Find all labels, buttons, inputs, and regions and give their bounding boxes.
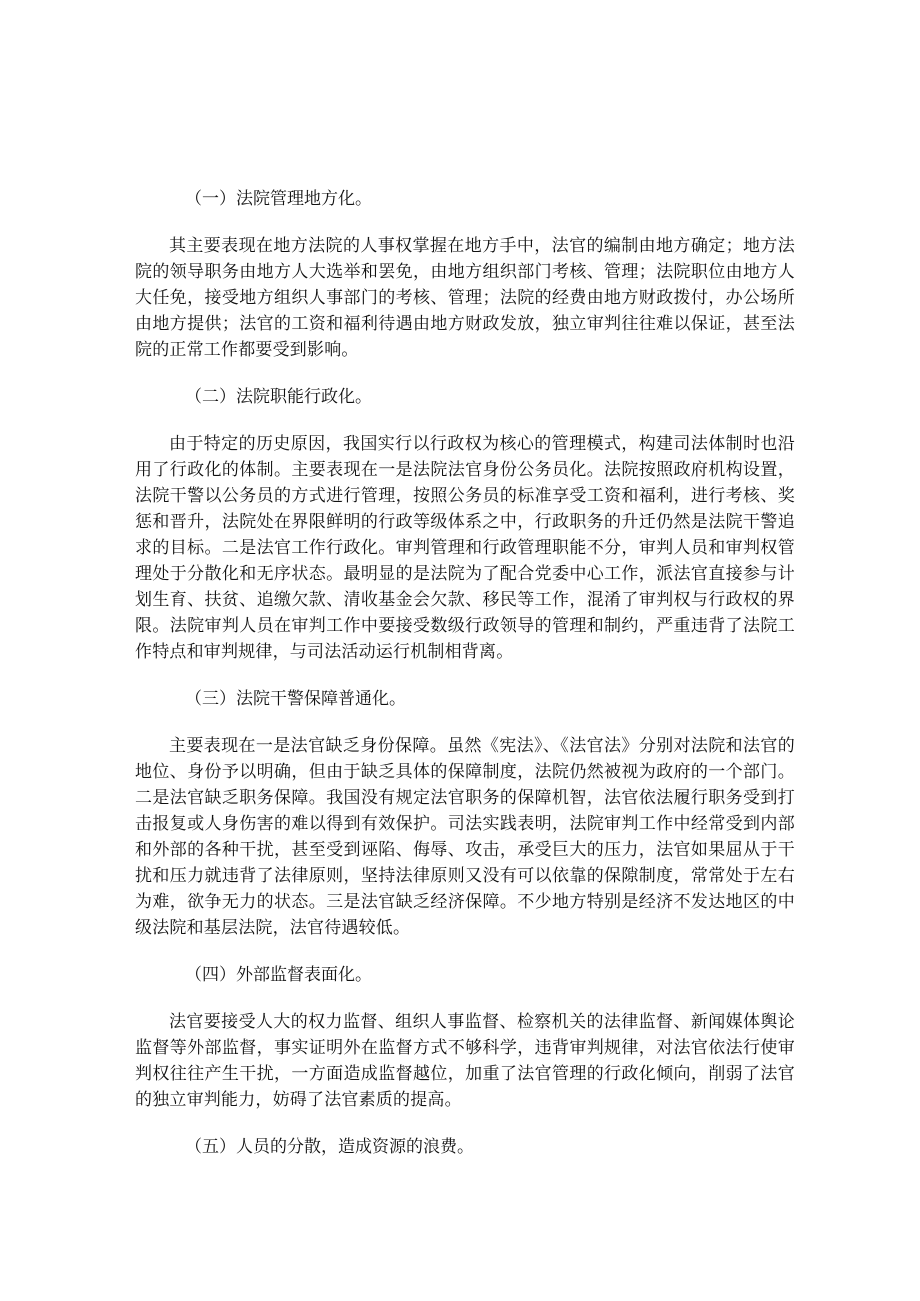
section-heading-1: （一）法院管理地方化。 [185,189,372,209]
section-body-1: 其主要表现在地方法院的人事权掌握在地方手中，法官的编制由地方确定；地方法院的领导职务由地方人大选举和罢免，由地方组织部门考核、管理；法院职位由地方人大任免，接受地方组织人事部门的考核、管理；法院的经费由地方财政拨付，办公场所由地方提供；法官的工资和福利待遇由地方财政发放，独立审判往往难以保证，甚至法院的正常工作都要受到影响。 [135,236,795,360]
section-body-3: 主要表现在一是法官缺乏身份保障。虽然《宪法》、《法官法》分别对法院和法官的地位、身份予以明确，但由于缺乏具体的保障制度，法院仍然被视为政府的一个部门。二是法官缺乏职务保障。我国没有规定法官职务的保障机智，法官依法履行职务受到打击报复或人身伤害的难以得到有效保护。司法实践表明，法院审判工作中经常受到内部和外部的各种干扰，甚至受到诬陷、侮辱、攻击，承受巨大的压力，法官如果屈从于干扰和压力就违背了法律原则，坚持法律原则又没有可以依靠的保隙制度，常常处于左右为难，欲争无力的状态。三是法官缺乏经济保障。不少地方特别是经济不发达地区的中级法院和基层法院，法官待遇较低。 [135,736,795,938]
document-page [135,186,795,1160]
section-heading-4: （四）外部监督表面化。 [185,965,372,985]
section-body-2: 由于特定的历史原因，我国实行以行政权为核心的管理模式，构建司法体制时也沿用了行政化的体制。主要表现在一是法院法官身份公务员化。法院按照政府机构设置，法院干警以公务员的方式进行管理，按照公务员的标准享受工资和福利，进行考核、奖惩和晋升，法院处在界限鲜明的行政等级体系之中，行政职务的升迁仍然是法院干警追求的目标。二是法官工作行政化。审判管理和行政管理职能不分，审判人员和审判权管理处于分散化和无序状态。最明显的是法院为了配合党委中心工作，派法官直接参与计划生育、扶贫、追缴欠款、清收基金会欠款、移民等工作，混淆了审判权与行政权的界限。法院审判人员在审判工作中要接受数级行政领导的管理和制约，严重违背了法院工作特点和审判规律，与司法活动运行机制相背离。 [135,434,795,662]
section-heading-3: （三）法院干警保障普通化。 [185,689,406,709]
section-body-4: 法官要接受人大的权力监督、组织人事监督、检察机关的法律监督、新闻媒体舆论监督等外部监督，事实证明外在监督方式不够科学，违背审判规律，对法官依法行使审判权往往产生干扰，一方面造成监督越位，加重了法官管理的行政化倾向，削弱了法官的独立审判能力，妨碍了法官素质的提高。 [135,1012,795,1110]
section-heading-5: （五）人员的分散，造成资源的浪费。 [185,1137,474,1157]
section-heading-2: （二）法院职能行政化。 [185,387,372,407]
